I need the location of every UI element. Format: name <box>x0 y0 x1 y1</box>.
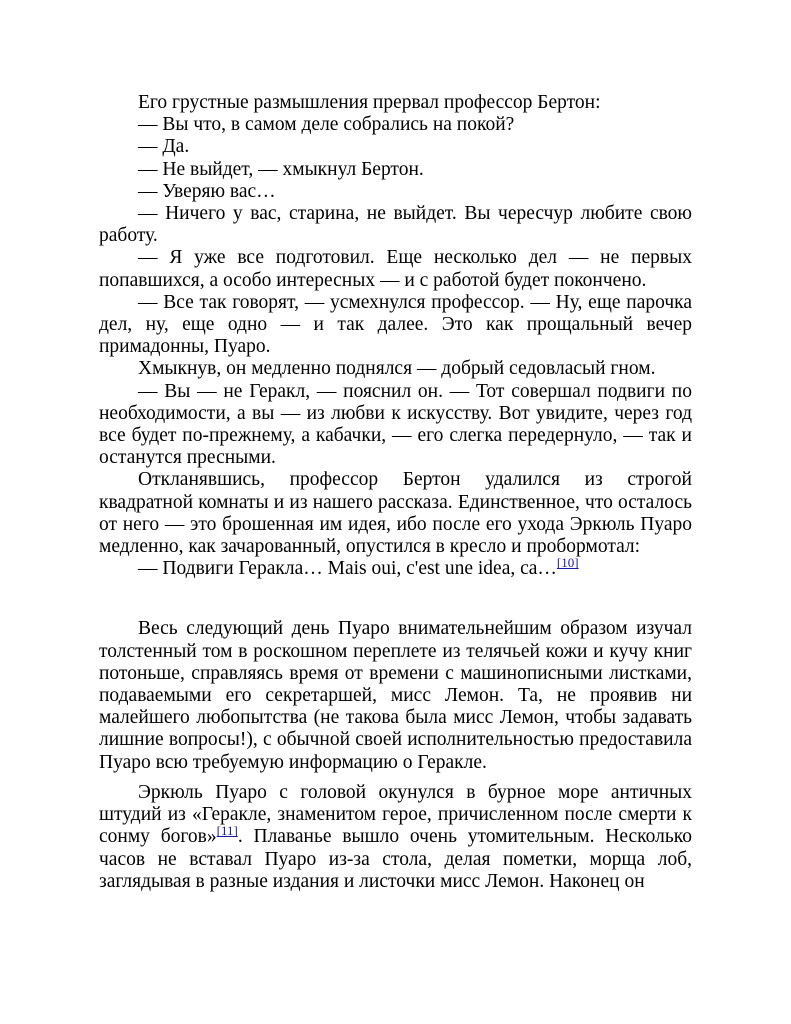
paragraph-spacer <box>99 774 692 782</box>
dialogue-line: — Ничего у вас, старина, не выйдет. Вы чересчур любите свою работу. <box>99 203 692 247</box>
dialogue-line: — Не выйдет, — хмыкнул Бертон. <box>138 158 424 180</box>
section-break <box>99 580 692 618</box>
closing-line-text: — Подвиги Геракла… Mais oui, c'est une idea, ca… <box>138 558 557 580</box>
book-page <box>99 92 692 893</box>
paragraph-text: Эркюль Пуаро с головой окунулся в бурное море античных штудий из «Геракле, знаменитом герое, причисленном после смерти к сонму богов» <box>99 781 692 848</box>
footnote-link-11[interactable]: [11] <box>216 823 238 839</box>
paragraph: Хмыкнув, он медленно поднялся — добрый седовласый гном. <box>138 358 656 380</box>
paragraph <box>99 782 692 893</box>
paragraph-text: . Плаванье вышло очень утомительным. Несколько часов не вставал Пуаро из-за стола, делая пометки, морща лоб, заглядывая в разные издания и листочки мисс Лемон. Наконец он <box>99 826 692 892</box>
dialogue-line: — Я уже все подготовил. Еще несколько дел — не первых попавшихся, а особо интересных — и с работой будет покончено. <box>99 247 692 291</box>
footnote-link-10[interactable]: [10] <box>556 555 579 571</box>
dialogue-line: — Вы что, в самом деле собрались на покой? <box>138 114 515 136</box>
paragraph: Весь следующий день Пуаро внимательнейшим образом изучал толстенный том в роскошном переплете из телячьей кожи и кучу книг потоньше, справляясь время от времени с машинописными листками, подаваемыми его секретаршей, мисс Лемон. Та, не проявив ни малейшего любопытства (не такова была мисс Лемон, чтобы задавать лишние вопросы!), с обычной своей исполнительностью предоставила Пуаро всю требуемую информацию о Геракле. <box>99 618 692 773</box>
paragraph: Его грустные размышления прервал профессор Бертон: <box>138 92 601 113</box>
closing-line <box>99 555 692 580</box>
dialogue-line: — Все так говорят, — усмехнулся профессор. — Ну, еще парочка дел, ну, еще одно — и так далее. Это как прощальный вечер примадонны, Пуаро. <box>99 291 692 358</box>
paragraph: Откланявшись, профессор Бертон удалился из строгой квадратной комнаты и из нашего рассказа. Единственное, что осталось от него — это брошенная им идея, ибо после его ухода Эркюль Пуаро медленно, как зачарованный, опустился в кресло и пробормотал: <box>99 469 692 558</box>
dialogue-line: — Вы — не Геракл, — пояснил он. — Тот совершал подвиги по необходимости, а вы — из любви к искусству. Вот увидите, через год все будет по-прежнему, а кабачки, — его слегка передернуло, — так и останутся пресными. <box>99 380 692 469</box>
dialogue-line: — Уверяю вас… <box>138 180 276 202</box>
dialogue-line: — Да. <box>138 136 190 158</box>
